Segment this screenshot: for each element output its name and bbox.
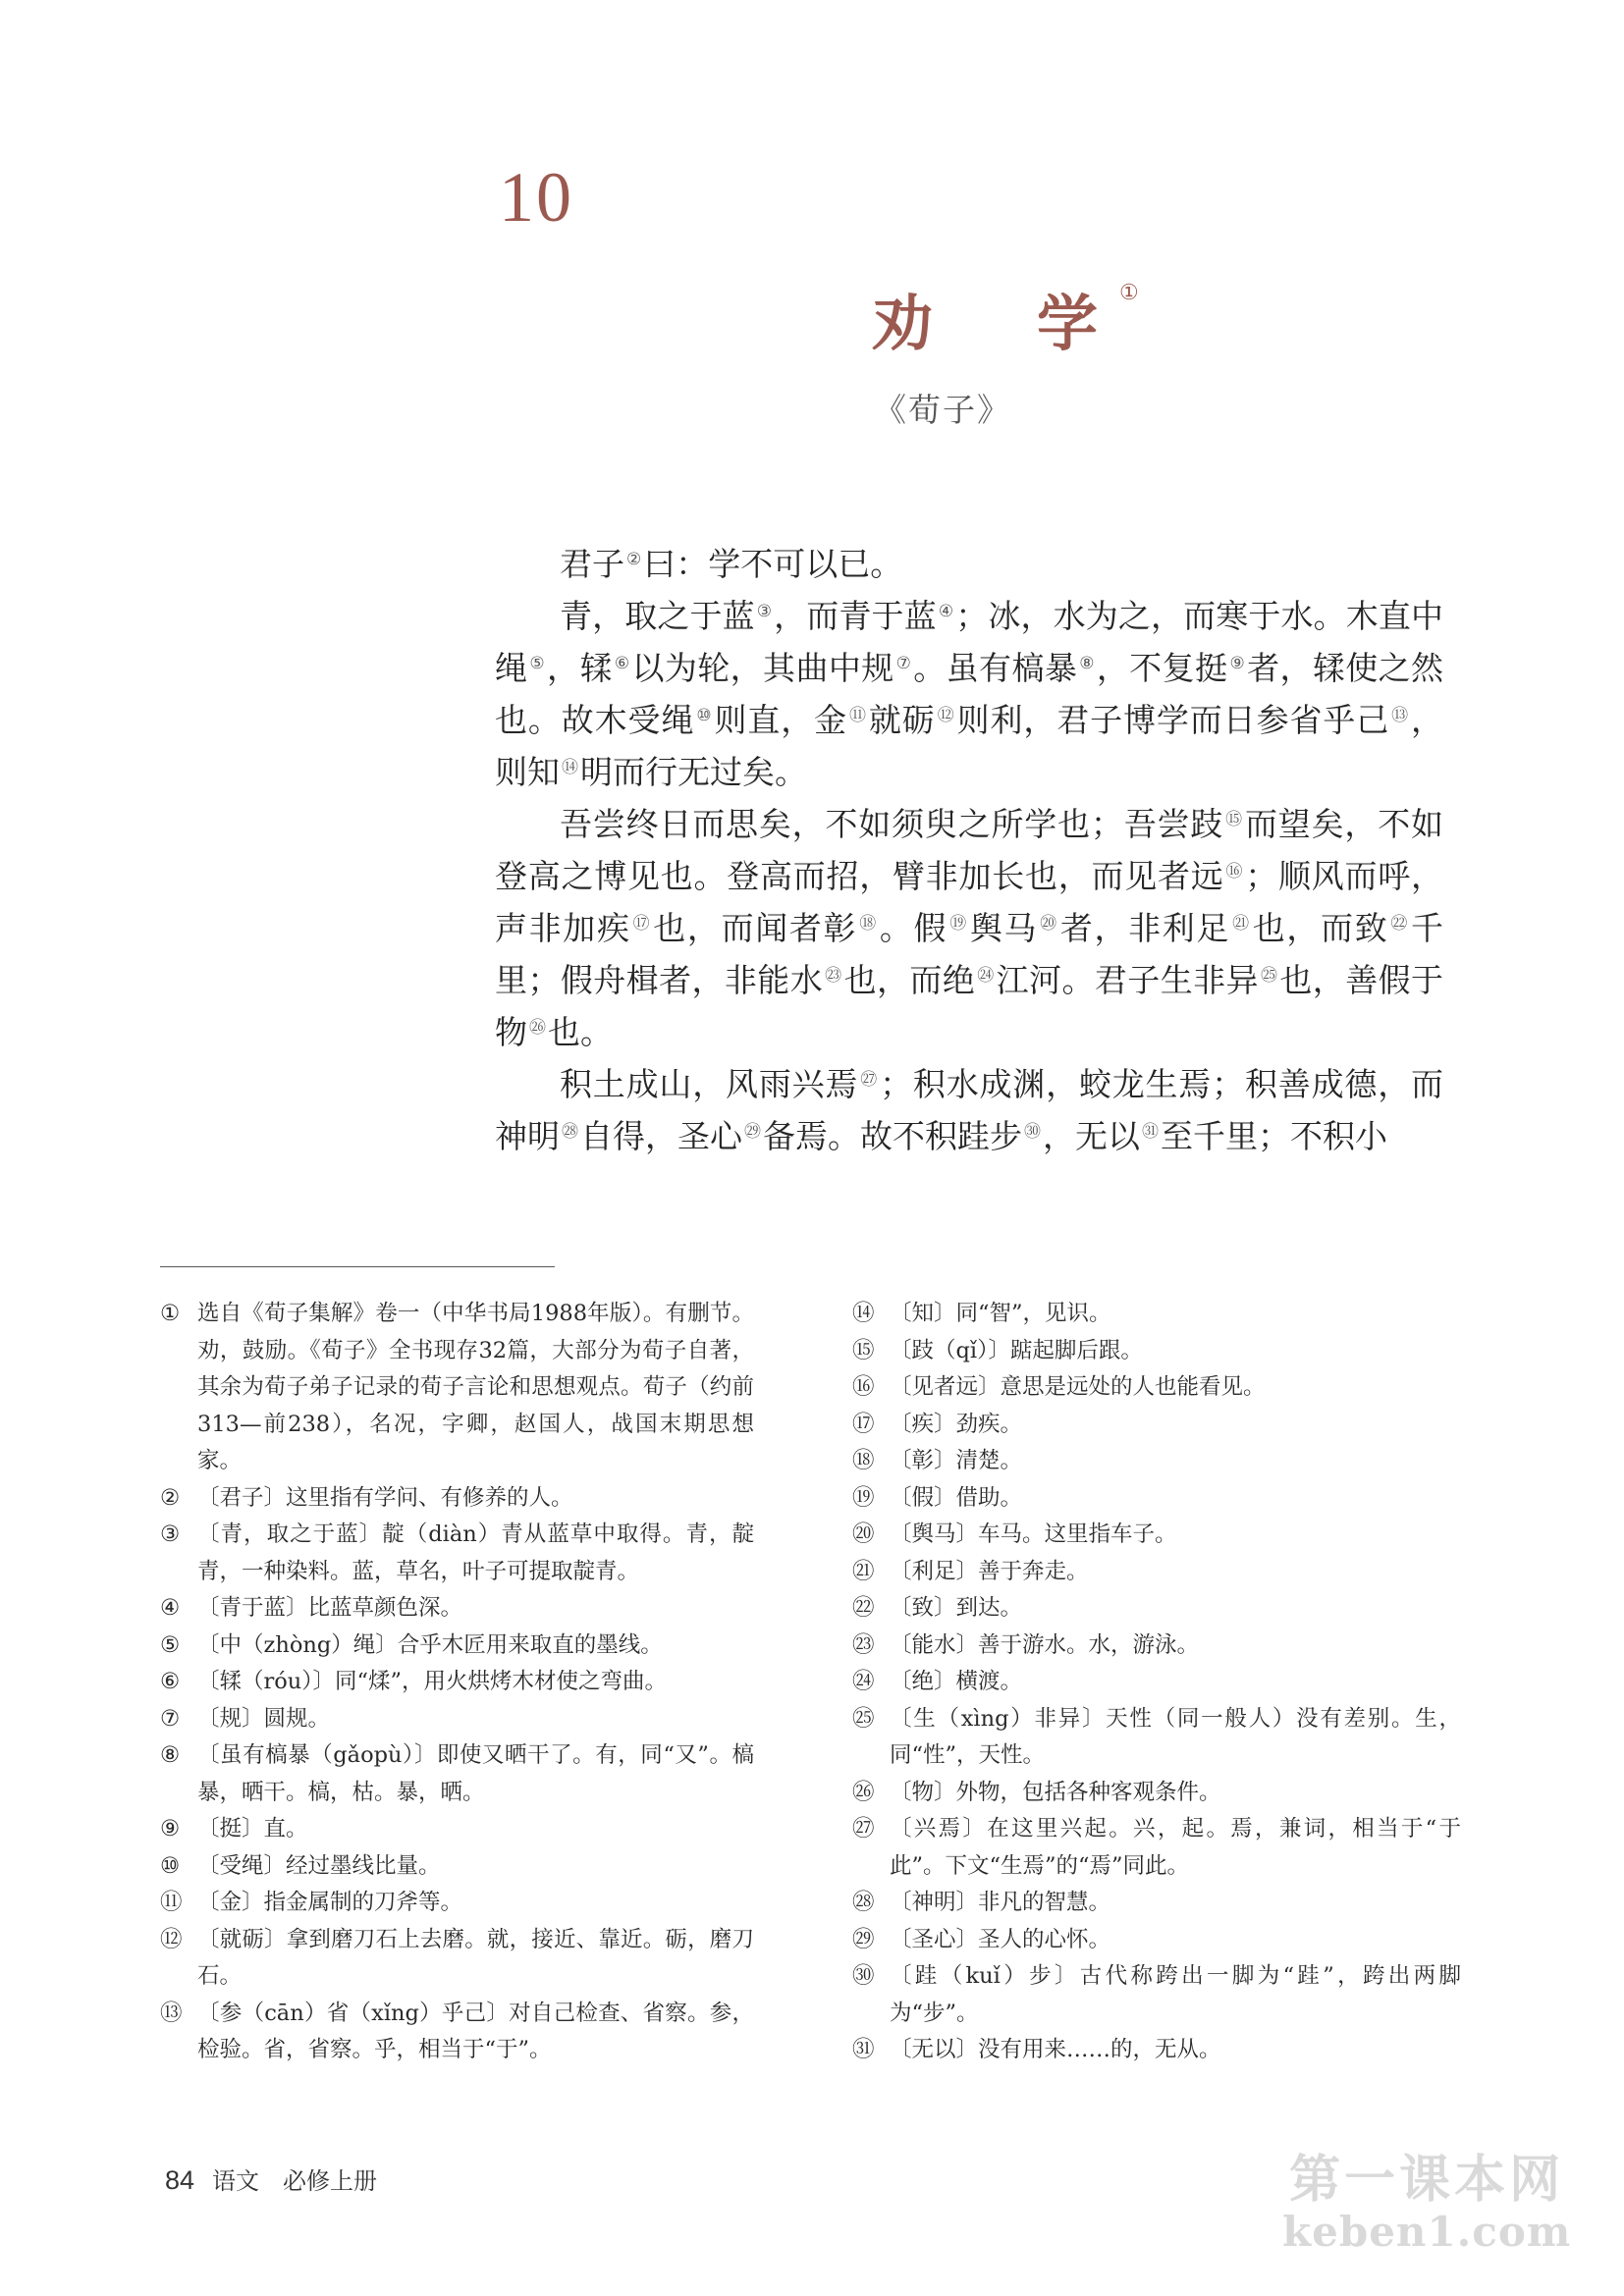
watermark-line-2: keben1.com xyxy=(1282,2208,1572,2256)
footnote-marker: ④ xyxy=(938,602,954,621)
footnote-marker: ㉖ xyxy=(529,1018,546,1038)
footnote-number: ㉕ xyxy=(852,1705,875,1732)
footnote-text: 〔知〕同“智”，见识。 xyxy=(890,1301,1111,1326)
body-text-segment: 就砺 xyxy=(868,701,936,739)
footnote-item xyxy=(160,1848,754,1886)
body-text-segment: ，不复挺 xyxy=(1096,649,1228,687)
footnote-item xyxy=(852,1517,1461,1554)
body-text-segment: 青，取之于蓝 xyxy=(560,597,755,635)
footnote-number: ⑱ xyxy=(852,1448,875,1473)
footnote-number: ④ xyxy=(160,1595,181,1621)
body-text-segment: 也，而绝 xyxy=(843,961,976,999)
footnote-item xyxy=(852,1407,1461,1444)
body-text-segment: 千里；假舟楫者，非能水 xyxy=(495,909,1444,999)
footnote-item xyxy=(852,1590,1461,1628)
footnote-item xyxy=(852,1443,1461,1480)
footnote-number: ㉙ xyxy=(852,1926,875,1952)
footnote-number: ⑲ xyxy=(852,1484,875,1511)
body-text-segment: 。假 xyxy=(879,909,948,947)
footnote-item xyxy=(852,1369,1461,1407)
watermark xyxy=(1282,2138,1571,2256)
footnote-text: 〔君子〕这里指有学问、有修养的人。 xyxy=(197,1484,573,1511)
body-paragraph xyxy=(495,590,1443,798)
footnote-item xyxy=(852,1480,1461,1518)
body-text-segment: ，而青于蓝 xyxy=(774,597,937,635)
footnote-text: 〔兴焉〕在这里兴起。兴，起。焉，兼词，相当于“于此”。下文“生焉”的“焉”同此。 xyxy=(890,1816,1461,1879)
footnote-number: ㉑ xyxy=(852,1558,875,1584)
body-text-segment: 则直，金 xyxy=(714,701,848,739)
body-text-segment: 江河。君子生非异 xyxy=(996,961,1259,999)
footnote-marker: ㉔ xyxy=(977,966,995,986)
footnote-marker: ㉑ xyxy=(1232,914,1251,934)
footnote-text: 选自《荀子集解》卷一（中华书局1988年版）。有删节。劝，鼓励。《荀子》全书现存32篇，大部分为荀子自著，其余为荀子弟子记录的荀子言论和思想观点。荀子（约前313—前238），名况，字卿，赵国人，战国末期思想家。 xyxy=(197,1301,754,1473)
footnote-number: ㉖ xyxy=(852,1779,875,1805)
footnote-number: ⑬ xyxy=(160,2000,183,2026)
footnote-number: ⑳ xyxy=(852,1522,875,1547)
main-text xyxy=(495,538,1443,1162)
footnote-marker: ㉘ xyxy=(562,1122,578,1142)
footnote-text: 〔青于蓝〕比蓝草颜色深。 xyxy=(197,1595,463,1621)
footnote-text: 〔规〕圆规。 xyxy=(197,1705,331,1732)
footnote-number: ⑤ xyxy=(160,1631,181,1658)
footnote-number: ⑭ xyxy=(852,1301,875,1326)
footnote-item xyxy=(160,1480,754,1518)
body-text-segment: 也。 xyxy=(548,1013,613,1051)
body-text-segment: 而望矣，不如登高之博见也。登高而招，臂非加长也，而见者远 xyxy=(495,805,1444,895)
footnote-marker: ⑥ xyxy=(614,654,630,673)
footnote-item xyxy=(160,1664,754,1701)
footnote-number: ⑰ xyxy=(852,1411,875,1437)
footnotes-right-column xyxy=(852,1296,1461,2069)
footnote-item xyxy=(160,1628,754,1665)
body-text-segment: 。虽有槁暴 xyxy=(913,649,1078,687)
footnote-marker: ⑧ xyxy=(1079,654,1095,673)
page-footer xyxy=(165,2162,377,2196)
footnote-number: ② xyxy=(160,1484,181,1511)
body-text-segment: 君子 xyxy=(560,545,624,583)
footnote-number: ⑩ xyxy=(160,1852,181,1879)
footnote-marker: ㉛ xyxy=(1142,1122,1159,1142)
footnote-marker: ③ xyxy=(756,602,773,621)
footnote-item xyxy=(160,1517,754,1590)
footnote-marker: ⑰ xyxy=(632,914,652,934)
footnote-text: 〔跬（kuǐ）步〕古代称跨出一脚为“跬”，跨出两脚为“步”。 xyxy=(890,1963,1461,2026)
page-title xyxy=(872,275,1139,362)
body-text-segment: 明而行无过矣。 xyxy=(580,753,807,791)
footnote-marker: ㉕ xyxy=(1260,966,1278,986)
title-text: 劝 学 xyxy=(872,288,1120,359)
footnote-number: ⑪ xyxy=(160,1890,183,1915)
body-paragraph xyxy=(495,798,1443,1058)
footnote-text: 〔见者远〕意思是远处的人也能看见。 xyxy=(890,1374,1266,1400)
footnote-number: ③ xyxy=(160,1522,181,1547)
footnote-marker: ㉚ xyxy=(1024,1122,1041,1142)
body-text-segment: 也，而闻者彰 xyxy=(653,909,858,947)
footnote-number: ⑦ xyxy=(160,1705,181,1732)
page-number: 84 xyxy=(165,2165,195,2195)
footnote-text: 〔中（zhòng）绳〕合乎木匠用来取直的墨线。 xyxy=(197,1631,663,1658)
body-text-segment: 也，而致 xyxy=(1252,909,1389,947)
footnote-item xyxy=(852,1554,1461,1591)
footnote-item xyxy=(160,1590,754,1628)
body-paragraph xyxy=(495,538,1443,590)
footnote-text: 〔金〕指金属制的刀斧等。 xyxy=(197,1890,463,1915)
footnote-number: ⑨ xyxy=(160,1816,181,1842)
footnote-text: 〔生（xìng）非异〕天性（同一般人）没有差别。生，同“性”，天性。 xyxy=(890,1705,1461,1768)
body-text-segment: ；冰，水为之，而寒于水。木直中绳 xyxy=(495,597,1444,687)
book-title: 语文 必修上册 xyxy=(212,2167,378,2195)
footnote-item xyxy=(852,1922,1461,1959)
footnote-text: 〔就砺〕拿到磨刀石上去磨。就，接近、靠近。砺，磨刀石。 xyxy=(197,1926,754,1989)
footnote-number: ㉔ xyxy=(852,1669,875,1694)
footnote-marker: ⑨ xyxy=(1229,654,1246,673)
footnote-number: ㉘ xyxy=(852,1890,875,1915)
footnote-text: 〔𫐓（róu）〕同“煣”，用火烘烤木材使之弯曲。 xyxy=(197,1669,668,1694)
footnote-number: ㉚ xyxy=(852,1963,875,1989)
footnote-item xyxy=(160,1885,754,1922)
footnote-marker: ⑲ xyxy=(949,914,968,934)
footnote-marker: ⑤ xyxy=(529,654,546,673)
footnote-marker: ㉒ xyxy=(1390,914,1410,934)
body-text-segment: ；积水成渊，蛟龙生焉；积善成德，而神明 xyxy=(495,1065,1444,1155)
footnote-item xyxy=(160,1701,754,1738)
footnote-item xyxy=(852,2032,1461,2069)
footnote-text: 〔利足〕善于奔走。 xyxy=(890,1558,1089,1584)
footnote-marker: ⑩ xyxy=(696,706,713,725)
footnote-text: 〔青，取之于蓝〕靛（diàn）青从蓝草中取得。青，靛青，一种染料。蓝，草名，叶子可提取靛青。 xyxy=(197,1522,754,1584)
footnote-item xyxy=(160,1922,754,1996)
footnote-number: ㉗ xyxy=(852,1816,875,1842)
body-text-segment: 也，善假于物 xyxy=(495,961,1444,1051)
body-text-segment: 者，非利足 xyxy=(1059,909,1231,947)
footnote-text: 〔致〕到达。 xyxy=(890,1595,1023,1621)
footnote-text: 〔能水〕善于游水。水，游泳。 xyxy=(890,1631,1200,1658)
footnote-marker: ⑱ xyxy=(859,914,878,934)
footnote-text: 〔假〕借助。 xyxy=(890,1484,1023,1511)
author-line: 《荀子》 xyxy=(874,391,1011,429)
footnote-item xyxy=(852,1775,1461,1812)
footnote-marker: ㉗ xyxy=(860,1070,879,1090)
footnote-item xyxy=(852,1296,1461,1333)
footnote-text: 〔虽有槁暴（gǎopù）〕即使又晒干了。有，同“又”。槁暴，晒干。槁，枯。暴，晒。 xyxy=(197,1742,754,1805)
footnote-item xyxy=(160,1296,754,1480)
footnote-marker: ⑦ xyxy=(895,654,912,673)
body-text-segment: 吾尝终日而思矣，不如须臾之所学也；吾尝跂 xyxy=(560,805,1224,843)
footnote-text: 〔挺〕直。 xyxy=(197,1816,308,1842)
footnote-text: 〔无以〕没有用来……的，无从。 xyxy=(890,2037,1221,2062)
body-text-segment: ；顺风而呼，声非加疾 xyxy=(495,857,1443,947)
body-text-segment: ，𫐓 xyxy=(547,649,613,687)
footnote-item xyxy=(852,1958,1461,2032)
footnote-item xyxy=(852,1885,1461,1922)
footnote-number: ㉒ xyxy=(852,1595,875,1621)
footnote-marker: ⑭ xyxy=(562,758,578,777)
footnote-text: 〔绝〕横渡。 xyxy=(890,1669,1023,1694)
body-paragraph xyxy=(495,1058,1443,1162)
body-text-segment: 自得，圣心 xyxy=(580,1117,742,1155)
footnote-text: 〔参（cān）省（xǐng）乎己〕对自己检查、省察。参，检验。省，省察。乎，相当于“于”。 xyxy=(197,2000,754,2062)
footnote-number: ① xyxy=(160,1301,181,1326)
footnote-number: ㉓ xyxy=(852,1631,875,1658)
footnote-marker: ⑫ xyxy=(937,706,955,725)
footnote-item xyxy=(160,1996,754,2069)
footnote-marker: ㉓ xyxy=(825,966,842,986)
footnote-text: 〔受绳〕经过墨线比量。 xyxy=(197,1852,441,1879)
footnote-item xyxy=(852,1333,1461,1370)
body-text-segment: 舆马 xyxy=(969,909,1039,947)
lesson-number: 10 xyxy=(499,158,573,237)
footnote-marker: ⑪ xyxy=(849,706,867,725)
title-footnote-marker: ① xyxy=(1119,281,1139,305)
body-text-segment: 则利，君子博学而日参省乎己 xyxy=(956,701,1390,739)
footnote-text: 〔物〕外物，包括各种客观条件。 xyxy=(890,1779,1221,1805)
body-text-segment: 至千里；不积小 xyxy=(1161,1117,1387,1155)
footnote-item xyxy=(852,1664,1461,1701)
body-text-segment: 曰：学不可以已。 xyxy=(643,545,903,583)
footnote-item xyxy=(852,1628,1461,1665)
footnote-marker: ⑳ xyxy=(1040,914,1058,934)
footnote-text: 〔彰〕清楚。 xyxy=(890,1448,1023,1473)
footnote-text: 〔圣心〕圣人的心怀。 xyxy=(890,1926,1111,1952)
footnote-number: ⑥ xyxy=(160,1669,181,1694)
footnote-divider xyxy=(160,1266,555,1267)
body-text-segment: 以为轮，其曲中规 xyxy=(631,649,894,687)
footnote-marker: ⑬ xyxy=(1391,706,1410,725)
footnote-number: ⑧ xyxy=(160,1742,181,1768)
footnote-marker: ㉙ xyxy=(744,1122,761,1142)
footnote-item xyxy=(852,1701,1461,1775)
footnote-marker: ② xyxy=(626,550,642,569)
footnote-item xyxy=(160,1811,754,1848)
footnote-marker: ⑮ xyxy=(1225,810,1243,829)
watermark-line-1: 第一课本网 xyxy=(1289,2150,1565,2210)
footnote-marker: ⑯ xyxy=(1225,862,1244,881)
footnote-number: ㉛ xyxy=(852,2037,875,2062)
body-text-segment: 积土成山，风雨兴焉 xyxy=(560,1065,859,1103)
body-text-segment: 者，𫐓使之然也。故木受绳 xyxy=(495,649,1444,739)
footnote-text: 〔舆马〕车马。这里指车子。 xyxy=(890,1522,1177,1547)
footnote-text: 〔疾〕劲疾。 xyxy=(890,1411,1023,1437)
footnote-item xyxy=(160,1737,754,1811)
footnotes-left-column xyxy=(160,1296,754,2069)
footnote-text: 〔神明〕非凡的智慧。 xyxy=(890,1890,1111,1915)
footnote-item xyxy=(852,1811,1461,1885)
footnote-text: 〔跂（qǐ）〕踮起脚后跟。 xyxy=(890,1337,1143,1363)
body-text-segment: ，无以 xyxy=(1043,1117,1140,1155)
footnote-number: ⑮ xyxy=(852,1337,875,1363)
body-text-segment: ，则知 xyxy=(495,701,1444,791)
body-text-segment: 备焉。故不积跬步 xyxy=(763,1117,1022,1155)
footnote-number: ⑫ xyxy=(160,1926,183,1952)
footnote-number: ⑯ xyxy=(852,1374,875,1400)
